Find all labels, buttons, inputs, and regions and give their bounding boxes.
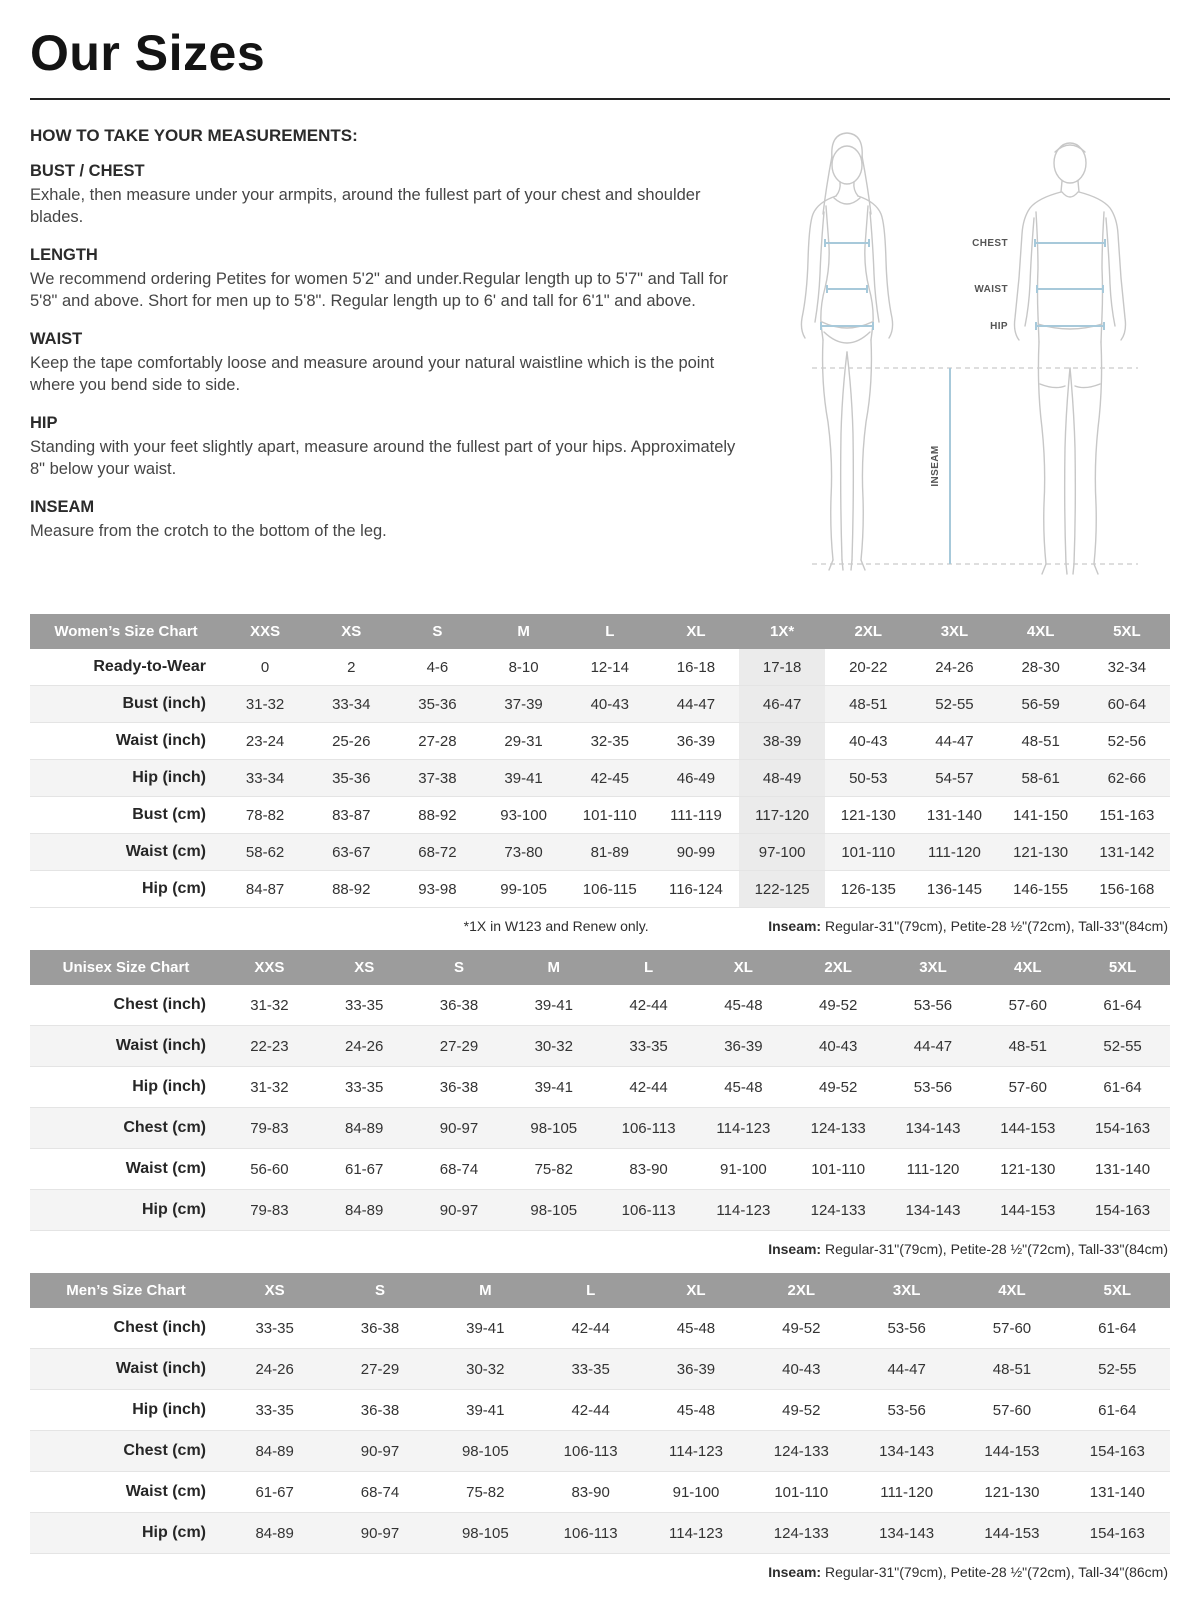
size-value-cell: 39-41 [506, 985, 601, 1026]
size-value-cell: 73-80 [481, 834, 567, 871]
size-row-label: Ready-to-Wear [30, 649, 222, 686]
size-value-cell: 33-35 [222, 1390, 327, 1431]
inseam-label: INSEAM [930, 445, 941, 487]
size-value-cell: 32-35 [567, 723, 653, 760]
section-title: LENGTH [30, 245, 98, 264]
size-value-cell: 90-97 [327, 1431, 432, 1472]
size-value-cell: 61-64 [1065, 1308, 1170, 1349]
table-title: Women’s Size Chart [30, 614, 222, 649]
size-value-cell: 61-67 [317, 1149, 412, 1190]
size-value-cell: 46-49 [653, 760, 739, 797]
size-value-cell: 36-39 [653, 723, 739, 760]
size-column-header: S [327, 1273, 432, 1308]
size-column-header: XL [696, 950, 791, 985]
size-value-cell: 84-89 [222, 1513, 327, 1554]
body-measurement-illustration [780, 126, 1170, 586]
size-column-header: 2XL [825, 614, 911, 649]
size-value-cell: 37-39 [481, 686, 567, 723]
page-title: Our Sizes [30, 25, 266, 81]
size-value-cell: 146-155 [998, 871, 1084, 908]
size-row-label: Bust (cm) [30, 797, 222, 834]
size-value-cell: 124-133 [749, 1431, 854, 1472]
section-body: Exhale, then measure under your armpits, around the fullest part of your chest and shoulder blades. [30, 186, 701, 226]
unisex-size-table [30, 950, 1170, 1231]
size-value-cell: 68-74 [412, 1149, 507, 1190]
size-value-cell: 154-163 [1065, 1513, 1170, 1554]
size-column-header: S [412, 950, 507, 985]
size-value-cell: 122-125 [739, 871, 825, 908]
size-value-cell: 39-41 [481, 760, 567, 797]
size-row-label: Hip (inch) [30, 1390, 222, 1431]
size-value-cell: 52-55 [1075, 1026, 1170, 1067]
size-value-cell: 101-110 [567, 797, 653, 834]
size-value-cell: 33-35 [222, 1308, 327, 1349]
size-value-cell: 58-62 [222, 834, 308, 871]
size-row-label: Chest (cm) [30, 1108, 222, 1149]
size-column-header: 3XL [854, 1273, 959, 1308]
size-value-cell: 48-51 [825, 686, 911, 723]
size-value-cell: 111-120 [886, 1149, 981, 1190]
size-value-cell: 81-89 [567, 834, 653, 871]
size-column-header: 1X* [739, 614, 825, 649]
size-value-cell: 33-34 [222, 760, 308, 797]
size-value-cell: 75-82 [506, 1149, 601, 1190]
size-value-cell: 49-52 [791, 985, 886, 1026]
size-value-cell: 16-18 [653, 649, 739, 686]
section-title: WAIST [30, 329, 83, 348]
womens-table-footnotes [32, 918, 1168, 936]
size-value-cell: 48-51 [998, 723, 1084, 760]
size-value-cell: 114-123 [696, 1190, 791, 1231]
size-value-cell: 27-29 [327, 1349, 432, 1390]
size-value-cell: 8-10 [481, 649, 567, 686]
size-value-cell: 63-67 [308, 834, 394, 871]
size-row-label: Waist (cm) [30, 1472, 222, 1513]
size-value-cell: 121-130 [998, 834, 1084, 871]
size-row-label: Waist (cm) [30, 834, 222, 871]
measurements-heading: HOW TO TAKE YOUR MEASUREMENTS: [30, 126, 358, 145]
size-value-cell: 40-43 [791, 1026, 886, 1067]
size-value-cell: 101-110 [749, 1472, 854, 1513]
size-value-cell: 56-60 [222, 1149, 317, 1190]
size-column-header: 5XL [1065, 1273, 1170, 1308]
diagram-labels [930, 238, 1008, 487]
size-value-cell: 36-38 [412, 1067, 507, 1108]
size-value-cell: 84-89 [222, 1431, 327, 1472]
size-value-cell: 111-119 [653, 797, 739, 834]
unisex-inseam-note [768, 1241, 1168, 1257]
size-value-cell: 36-38 [327, 1390, 432, 1431]
size-value-cell: 35-36 [308, 760, 394, 797]
size-value-cell: 38-39 [739, 723, 825, 760]
size-value-cell: 2 [308, 649, 394, 686]
size-value-cell: 31-32 [222, 686, 308, 723]
size-value-cell: 61-64 [1065, 1390, 1170, 1431]
size-value-cell: 111-120 [854, 1472, 959, 1513]
size-value-cell: 30-32 [433, 1349, 538, 1390]
size-value-cell: 131-140 [1075, 1149, 1170, 1190]
size-value-cell: 98-105 [433, 1513, 538, 1554]
chest-label: CHEST [972, 238, 1008, 249]
size-value-cell: 49-52 [749, 1308, 854, 1349]
size-value-cell: 124-133 [791, 1108, 886, 1149]
size-value-cell: 45-48 [643, 1308, 748, 1349]
size-column-header: S [394, 614, 480, 649]
size-value-cell: 17-18 [739, 649, 825, 686]
size-value-cell: 56-59 [998, 686, 1084, 723]
size-value-cell: 114-123 [643, 1431, 748, 1472]
size-value-cell: 27-28 [394, 723, 480, 760]
size-value-cell: 36-38 [327, 1308, 432, 1349]
womens-size-table [30, 614, 1170, 908]
size-row-label: Chest (inch) [30, 1308, 222, 1349]
size-column-header: 4XL [959, 1273, 1064, 1308]
size-column-header: XS [308, 614, 394, 649]
size-column-header: M [506, 950, 601, 985]
size-value-cell: 88-92 [308, 871, 394, 908]
size-value-cell: 83-87 [308, 797, 394, 834]
size-column-header: L [601, 950, 696, 985]
size-value-cell: 12-14 [567, 649, 653, 686]
mens-size-table-host [30, 1273, 1170, 1554]
size-value-cell: 60-64 [1084, 686, 1170, 723]
table-title: Unisex Size Chart [30, 950, 222, 985]
size-value-cell: 33-35 [601, 1026, 696, 1067]
size-value-cell: 61-64 [1075, 985, 1170, 1026]
size-value-cell: 154-163 [1065, 1431, 1170, 1472]
size-value-cell: 24-26 [911, 649, 997, 686]
size-value-cell: 124-133 [749, 1513, 854, 1554]
size-value-cell: 62-66 [1084, 760, 1170, 797]
measurement-instructions-section [30, 126, 1170, 586]
size-value-cell: 134-143 [854, 1431, 959, 1472]
size-value-cell: 44-47 [653, 686, 739, 723]
size-value-cell: 93-98 [394, 871, 480, 908]
size-value-cell: 117-120 [739, 797, 825, 834]
size-row-label: Hip (cm) [30, 871, 222, 908]
inseam-note-text: Regular-31"(79cm), Petite-28 ½"(72cm), Tall-34"(86cm) [821, 1564, 1168, 1580]
size-value-cell: 68-72 [394, 834, 480, 871]
size-value-cell: 124-133 [791, 1190, 886, 1231]
size-value-cell: 57-60 [959, 1308, 1064, 1349]
size-value-cell: 48-49 [739, 760, 825, 797]
size-value-cell: 101-110 [791, 1149, 886, 1190]
size-row-label: Hip (cm) [30, 1190, 222, 1231]
size-value-cell: 114-123 [696, 1108, 791, 1149]
inseam-note-label: Inseam: [768, 918, 822, 934]
size-value-cell: 54-57 [911, 760, 997, 797]
size-value-cell: 42-44 [538, 1308, 643, 1349]
size-value-cell: 84-89 [317, 1190, 412, 1231]
size-value-cell: 37-38 [394, 760, 480, 797]
size-value-cell: 106-115 [567, 871, 653, 908]
size-column-header: XL [653, 614, 739, 649]
size-column-header: 2XL [791, 950, 886, 985]
size-value-cell: 40-43 [567, 686, 653, 723]
size-value-cell: 156-168 [1084, 871, 1170, 908]
section-title: INSEAM [30, 497, 95, 516]
size-value-cell: 42-45 [567, 760, 653, 797]
size-row-label: Bust (inch) [30, 686, 222, 723]
size-value-cell: 114-123 [643, 1513, 748, 1554]
size-value-cell: 33-34 [308, 686, 394, 723]
size-value-cell: 36-38 [412, 985, 507, 1026]
measurement-diagram [750, 126, 1170, 586]
size-column-header: M [481, 614, 567, 649]
size-value-cell: 39-41 [506, 1067, 601, 1108]
section-body: We recommend ordering Petites for women 5'2" and under.Regular length up to 5'7" and Tall for 5'8" and above. Short for men up to 5'8". Regular length up to 6' and tall for 6'1" and above. [30, 269, 728, 310]
size-row-label: Chest (cm) [30, 1431, 222, 1472]
unisex-size-table-host [30, 950, 1170, 1231]
inseam-note-text: Regular-31"(79cm), Petite-28 ½"(72cm), Tall-33"(84cm) [821, 918, 1168, 934]
size-column-header: XS [317, 950, 412, 985]
size-value-cell: 91-100 [643, 1472, 748, 1513]
size-value-cell: 42-44 [538, 1390, 643, 1431]
size-value-cell: 53-56 [886, 1067, 981, 1108]
size-value-cell: 33-35 [317, 1067, 412, 1108]
size-column-header: 3XL [886, 950, 981, 985]
size-value-cell: 101-110 [825, 834, 911, 871]
size-value-cell: 154-163 [1075, 1190, 1170, 1231]
section-length [30, 246, 740, 313]
size-value-cell: 20-22 [825, 649, 911, 686]
size-value-cell: 144-153 [980, 1190, 1075, 1231]
size-value-cell: 44-47 [854, 1349, 959, 1390]
section-bust-chest [30, 162, 740, 229]
size-value-cell: 121-130 [959, 1472, 1064, 1513]
size-value-cell: 48-51 [959, 1349, 1064, 1390]
size-value-cell: 144-153 [980, 1108, 1075, 1149]
size-value-cell: 42-44 [601, 1067, 696, 1108]
size-column-header: 4XL [998, 614, 1084, 649]
size-value-cell: 32-34 [1084, 649, 1170, 686]
size-value-cell: 134-143 [886, 1108, 981, 1149]
size-value-cell: 36-39 [696, 1026, 791, 1067]
size-column-header: XS [222, 1273, 327, 1308]
size-value-cell: 49-52 [749, 1390, 854, 1431]
size-value-cell: 39-41 [433, 1308, 538, 1349]
size-value-cell: 45-48 [643, 1390, 748, 1431]
size-column-header: 3XL [911, 614, 997, 649]
size-value-cell: 0 [222, 649, 308, 686]
size-row-label: Waist (inch) [30, 1349, 222, 1390]
size-row-label: Hip (inch) [30, 760, 222, 797]
section-waist [30, 330, 740, 397]
size-column-header: XL [643, 1273, 748, 1308]
size-column-header: M [433, 1273, 538, 1308]
size-value-cell: 151-163 [1084, 797, 1170, 834]
size-value-cell: 83-90 [601, 1149, 696, 1190]
size-value-cell: 40-43 [825, 723, 911, 760]
size-value-cell: 52-56 [1084, 723, 1170, 760]
size-row-label: Hip (inch) [30, 1067, 222, 1108]
guide-lines [812, 368, 1138, 564]
section-hip [30, 414, 740, 481]
mens-inseam-note [768, 1564, 1168, 1580]
size-value-cell: 75-82 [433, 1472, 538, 1513]
size-value-cell: 106-113 [601, 1190, 696, 1231]
size-value-cell: 79-83 [222, 1190, 317, 1231]
size-value-cell: 90-97 [412, 1190, 507, 1231]
size-value-cell: 84-87 [222, 871, 308, 908]
size-value-cell: 40-43 [749, 1349, 854, 1390]
size-value-cell: 25-26 [308, 723, 394, 760]
mens-size-table [30, 1273, 1170, 1554]
size-row-label: Waist (cm) [30, 1149, 222, 1190]
size-value-cell: 99-105 [481, 871, 567, 908]
size-row-label: Chest (inch) [30, 985, 222, 1026]
size-value-cell: 58-61 [998, 760, 1084, 797]
size-value-cell: 134-143 [886, 1190, 981, 1231]
size-value-cell: 106-113 [538, 1431, 643, 1472]
size-value-cell: 106-113 [538, 1513, 643, 1554]
section-title: BUST / CHEST [30, 162, 145, 180]
inseam-note-text: Regular-31"(79cm), Petite-28 ½"(72cm), Tall-33"(84cm) [821, 1241, 1168, 1257]
section-body: Measure from the crotch to the bottom of the leg. [30, 521, 387, 540]
size-value-cell: 57-60 [959, 1390, 1064, 1431]
section-body: Keep the tape comfortably loose and measure around your natural waistline which is the point where you bend side to side. [30, 353, 715, 394]
size-value-cell: 84-89 [317, 1108, 412, 1149]
instructions-copy [30, 126, 750, 586]
section-body: Standing with your feet slightly apart, measure around the fullest part of your hips. Approximately 8" below your waist. [30, 437, 736, 478]
size-value-cell: 42-44 [601, 985, 696, 1026]
size-column-header: 4XL [980, 950, 1075, 985]
size-value-cell: 45-48 [696, 985, 791, 1026]
size-value-cell: 35-36 [394, 686, 480, 723]
size-column-header: 5XL [1075, 950, 1170, 985]
size-value-cell: 83-90 [538, 1472, 643, 1513]
size-value-cell: 49-52 [791, 1067, 886, 1108]
size-value-cell: 4-6 [394, 649, 480, 686]
size-value-cell: 52-55 [911, 686, 997, 723]
waist-label: WAIST [974, 284, 1008, 295]
size-value-cell: 116-124 [653, 871, 739, 908]
size-column-header: L [538, 1273, 643, 1308]
table-title: Men’s Size Chart [30, 1273, 222, 1308]
size-row-label: Hip (cm) [30, 1513, 222, 1554]
size-value-cell: 98-105 [506, 1108, 601, 1149]
size-row-label: Waist (inch) [30, 723, 222, 760]
inseam-note-label: Inseam: [768, 1241, 822, 1257]
size-value-cell: 53-56 [854, 1308, 959, 1349]
man-figure [1015, 143, 1126, 574]
size-value-cell: 68-74 [327, 1472, 432, 1513]
size-column-header: L [567, 614, 653, 649]
size-value-cell: 23-24 [222, 723, 308, 760]
size-value-cell: 45-48 [696, 1067, 791, 1108]
mens-table-footnotes [32, 1564, 1168, 1582]
size-value-cell: 91-100 [696, 1149, 791, 1190]
size-value-cell: 44-47 [886, 1026, 981, 1067]
hip-label: HIP [990, 321, 1008, 332]
size-column-header: XXS [222, 950, 317, 985]
size-value-cell: 53-56 [886, 985, 981, 1026]
size-value-cell: 57-60 [980, 1067, 1075, 1108]
size-value-cell: 31-32 [222, 1067, 317, 1108]
mens-size-chart-block [30, 1273, 1170, 1582]
size-value-cell: 61-64 [1075, 1067, 1170, 1108]
size-value-cell: 98-105 [506, 1190, 601, 1231]
size-value-cell: 136-145 [911, 871, 997, 908]
size-value-cell: 121-130 [825, 797, 911, 834]
size-value-cell: 78-82 [222, 797, 308, 834]
size-value-cell: 90-99 [653, 834, 739, 871]
size-value-cell: 29-31 [481, 723, 567, 760]
size-value-cell: 98-105 [433, 1431, 538, 1472]
size-column-header: 5XL [1084, 614, 1170, 649]
size-charts-section [30, 614, 1170, 1582]
size-value-cell: 53-56 [854, 1390, 959, 1431]
size-value-cell: 141-150 [998, 797, 1084, 834]
size-value-cell: 121-130 [980, 1149, 1075, 1190]
size-column-header: XXS [222, 614, 308, 649]
size-value-cell: 134-143 [854, 1513, 959, 1554]
size-value-cell: 27-29 [412, 1026, 507, 1067]
size-column-header: 2XL [749, 1273, 854, 1308]
size-value-cell: 144-153 [959, 1513, 1064, 1554]
size-value-cell: 31-32 [222, 985, 317, 1026]
size-value-cell: 131-140 [911, 797, 997, 834]
size-value-cell: 61-67 [222, 1472, 327, 1513]
unisex-table-footnotes [32, 1241, 1168, 1259]
womens-inseam-note [768, 918, 1168, 934]
womens-size-table-host [30, 614, 1170, 908]
size-value-cell: 24-26 [222, 1349, 327, 1390]
size-value-cell: 88-92 [394, 797, 480, 834]
size-value-cell: 90-97 [412, 1108, 507, 1149]
size-value-cell: 33-35 [538, 1349, 643, 1390]
size-value-cell: 28-30 [998, 649, 1084, 686]
size-value-cell: 36-39 [643, 1349, 748, 1390]
size-value-cell: 46-47 [739, 686, 825, 723]
size-value-cell: 48-51 [980, 1026, 1075, 1067]
section-title: HIP [30, 413, 58, 432]
size-value-cell: 131-142 [1084, 834, 1170, 871]
size-value-cell: 50-53 [825, 760, 911, 797]
size-value-cell: 22-23 [222, 1026, 317, 1067]
size-value-cell: 52-55 [1065, 1349, 1170, 1390]
unisex-size-chart-block [30, 950, 1170, 1259]
size-row-label: Waist (inch) [30, 1026, 222, 1067]
inseam-note-label: Inseam: [768, 1564, 822, 1580]
size-value-cell: 33-35 [317, 985, 412, 1026]
size-value-cell: 90-97 [327, 1513, 432, 1554]
title-divider [30, 98, 1170, 100]
size-value-cell: 144-153 [959, 1431, 1064, 1472]
section-inseam [30, 498, 740, 543]
size-value-cell: 111-120 [911, 834, 997, 871]
womens-size-chart-block [30, 614, 1170, 936]
size-value-cell: 126-135 [825, 871, 911, 908]
size-value-cell: 93-100 [481, 797, 567, 834]
size-value-cell: 44-47 [911, 723, 997, 760]
size-value-cell: 106-113 [601, 1108, 696, 1149]
size-value-cell: 154-163 [1075, 1108, 1170, 1149]
size-value-cell: 97-100 [739, 834, 825, 871]
size-value-cell: 39-41 [433, 1390, 538, 1431]
size-value-cell: 131-140 [1065, 1472, 1170, 1513]
size-value-cell: 30-32 [506, 1026, 601, 1067]
size-value-cell: 79-83 [222, 1108, 317, 1149]
woman-figure [801, 133, 892, 570]
size-value-cell: 57-60 [980, 985, 1075, 1026]
one-x-note: *1X in W123 and Renew only. [463, 918, 649, 934]
size-value-cell: 24-26 [317, 1026, 412, 1067]
